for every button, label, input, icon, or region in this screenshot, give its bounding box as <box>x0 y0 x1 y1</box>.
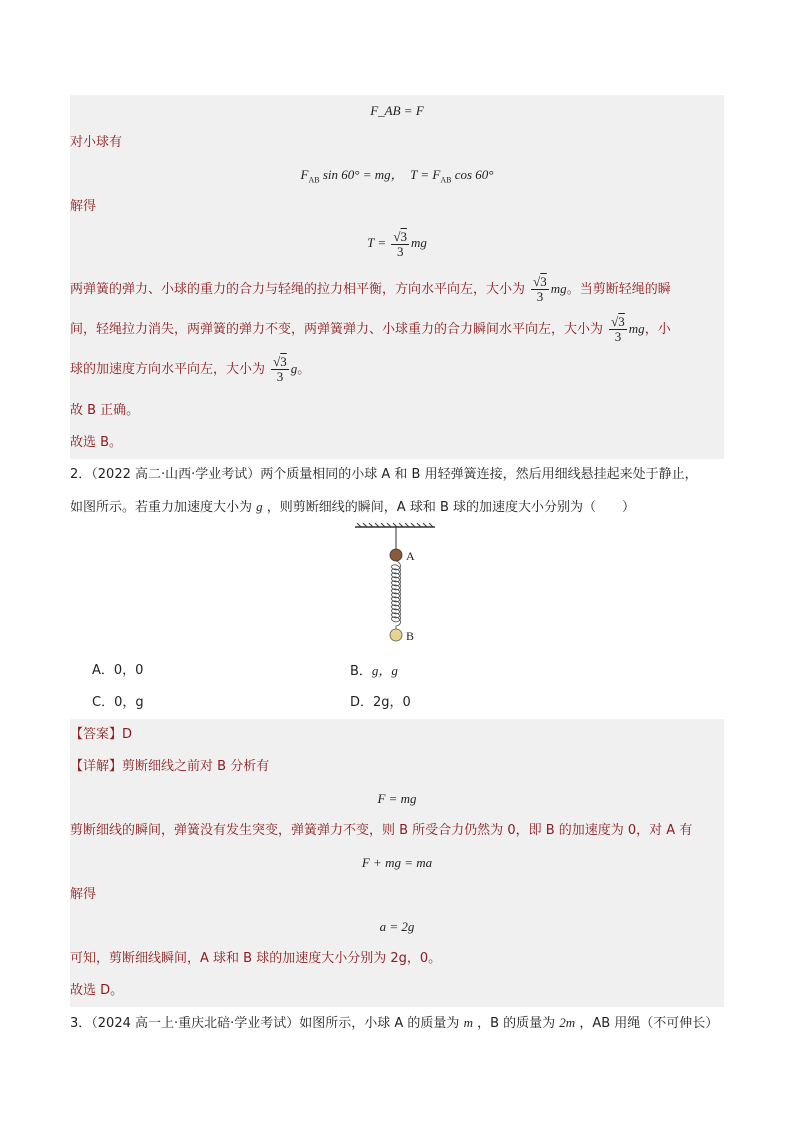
option-d: D．2g，0 <box>350 695 411 710</box>
ball-a-label: A <box>406 549 415 563</box>
equation-fab: F_AB = F <box>70 95 724 127</box>
equation-f-mg: F = mg <box>70 783 724 815</box>
detail-tag: 【详解】 <box>70 759 123 774</box>
option-c: C．0，g <box>92 695 144 710</box>
ball-b <box>390 629 402 641</box>
ball-a <box>390 549 402 561</box>
spring-diagram <box>70 523 724 655</box>
document-page <box>70 95 724 1039</box>
text-line: 故 B 正确。 <box>70 395 724 427</box>
question-3-stem: 3．（2024 高一上·重庆北碚·学业考试）如图所示，小球 A 的质量为 m ，B 的质量为 2m ，AB 用绳（不可伸长） <box>70 1015 719 1031</box>
text-line: 解得 <box>70 879 724 911</box>
equation-a-2g: a = 2g <box>70 911 724 943</box>
options-row-2 <box>70 687 724 719</box>
text-line: 对小球有 <box>70 127 724 159</box>
text-line: 故选 B。 <box>70 427 724 459</box>
conclusion-line: 可知，剪断细线瞬间，A 球和 B 球的加速度大小分别为 2g，0。 <box>70 943 724 975</box>
equation-f-mg-ma: F + mg = ma <box>70 847 724 879</box>
spring <box>392 561 401 629</box>
ball-b-label: B <box>406 629 415 643</box>
spring-diagram-svg <box>70 523 724 655</box>
text-line: 解得 <box>70 191 724 223</box>
option-a: A．0，0 <box>92 663 144 678</box>
question-2-stem-line-1: 2．（2022 高二·山西·学业考试）两个质量相同的小球 A 和 B 用轻弹簧连接，然后用细线悬挂起来处于静止， <box>70 467 698 482</box>
detail-line: 【详解】剪断细线之前对 B 分析有 <box>70 751 724 783</box>
question-2-stem-line-2: 如图所示。若重力加速度大小为 g ，则剪断细线的瞬间，A 球和 B 球的加速度大小分别为（ ） <box>70 499 636 515</box>
answer-line: 【答案】D <box>70 719 724 751</box>
equation-tension: T = $\frac{√3}{3}$ mg <box>70 223 724 263</box>
choose-line: 故选 D。 <box>70 975 724 1007</box>
options-row-1 <box>70 655 724 687</box>
option-b: B．g，g <box>350 663 398 679</box>
detail-line-2: 剪断细线的瞬间，弹簧没有发生突变，弹簧弹力不变，则 B 所受合力仍然为 0，即 B 的加速度为 0，对 A 有 <box>70 815 724 847</box>
solution-paragraph: 两弹簧的弹力、小球的重力的合力与轻绳的拉力相平衡，方向水平向左，大小为 $\frac{√3}{3}$ mg。当剪断轻绳的瞬 间，轻绳拉力消失，两弹簧的弹力不变，两弹簧弹力、小球重力的合力瞬间水平向左，大小为 $\frac{√3}{3}$ mg，小 球的加速度方向水平向左，大小为 $\frac{√3}{3}$ g。 <box>70 263 724 395</box>
equation-force-balance: $F_{AB}$ sin 60° = mg， $T = F_{AB}$ cos 60° <box>70 159 724 191</box>
